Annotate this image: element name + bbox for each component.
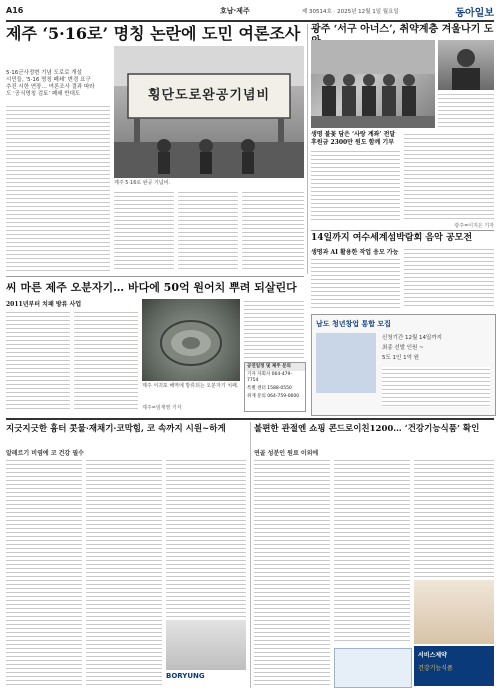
info-box-title: 공연일정 및 제주 문의 <box>245 363 305 371</box>
story1-lead-line: 추진 시한 연장… 여론조사 결과 따라 <box>6 84 95 90</box>
ad2-brand: 서비스제약 <box>418 652 447 659</box>
info-row-value: 064-479-7754 <box>247 372 293 383</box>
story1-photo <box>114 46 304 178</box>
ad1-body-col3 <box>166 458 246 618</box>
story2-byline: 광주=이지은 기자 <box>454 223 494 229</box>
info-row <box>245 385 305 393</box>
ad1-headline: 지긋지긋한 흉터 콧물·재채기·코막힘, 코 속까지 시원~하게 <box>6 424 226 434</box>
story3-headline: 14일까지 여수세계섬박람회 음악 공모전 <box>311 233 473 243</box>
small-ad <box>311 314 496 416</box>
info-box <box>244 362 306 412</box>
story2-body-col2 <box>404 132 494 221</box>
story4-headline: 씨 마른 제주 오분자기… 바다에 50억 원어치 뿌려 되살린다 <box>6 281 297 294</box>
ad2-brand-banner <box>414 646 494 686</box>
small-ad-image <box>316 333 376 393</box>
story1-body-col2 <box>114 190 174 272</box>
ad2-headline: 불편한 관절엔 쇼핑 콘드로이친1200… ‘건강기능식품’ 확인 <box>254 424 480 434</box>
story1-lead <box>6 70 110 98</box>
ad2-body-col3 <box>414 458 494 578</box>
ad1-body-col2 <box>86 458 162 686</box>
story1-body-col1 <box>6 104 110 272</box>
story4-body-col2 <box>74 310 138 412</box>
issue-info: 제 30514호 · 2025년 12월 1일 월요일 <box>302 9 399 15</box>
story2-sub1: 생명 불꽃 담은 ‘사랑 계좌’ 전달 <box>311 131 396 138</box>
section-divider <box>6 276 304 277</box>
info-row-value: 1588-0550 <box>267 386 292 391</box>
ad1-body-col1 <box>6 458 82 686</box>
info-row-label: 기자 자회사 <box>247 372 271 377</box>
health-label: 건강기능식품 <box>418 665 453 672</box>
sign-text: 횡단도로완공기념비 <box>147 88 271 103</box>
story1-body-col3 <box>178 190 238 272</box>
ad2-sub: 연골 성분인 원료 이외에 <box>254 450 319 457</box>
story1-photo-caption: 제주 5·16로 완공 기념비. <box>114 180 171 186</box>
abalone-illustration <box>142 299 240 381</box>
story4-photo-caption: 제주 서귀포 해역에 방류되는 오분자기 치패. <box>142 383 239 389</box>
story2-headline: 광주 ‘서구 아너스’, 취약계층 겨울나기 도 <box>311 24 494 35</box>
ad1-brand: BORYUNG <box>166 672 205 680</box>
story1-lead-line: 시민들, ‘5·16 명칭 폐쇄’ 변경 요구 <box>6 77 91 83</box>
story3-sub: 생명과 AI 활용한 작업 응모 가능 <box>311 249 399 256</box>
story3-body-col2 <box>404 247 494 307</box>
person-photo-illustration <box>438 40 494 90</box>
story2-photo-person <box>438 40 494 90</box>
story4-body-col1 <box>6 310 70 412</box>
info-row-value: 064-759-0600 <box>267 394 300 399</box>
story1-body-col4 <box>242 190 304 272</box>
story1-lead-line: 5·16군사정변 기념 도로로 개설 <box>6 70 82 76</box>
ad-divider <box>6 418 494 420</box>
story3-body-col1 <box>311 257 400 311</box>
ad-column-divider <box>250 422 251 688</box>
info-row <box>245 393 305 401</box>
story4-photo <box>142 299 240 381</box>
info-row-label: 특별 센터 <box>247 386 266 391</box>
story4-sub: 2011년부터 치패 방류 사업 <box>6 301 82 308</box>
story1-lead-line: 도 ‘공식명칭 검토’ 폐쇄 반대도 <box>6 91 81 97</box>
masthead-logo: 동아일보 <box>455 8 494 19</box>
story2-body-col1 <box>311 149 400 221</box>
memorial-sign-illustration <box>114 46 304 178</box>
story4-body-col3 <box>244 299 304 359</box>
small-ad-line1: 신청기간 12월 14일까지 <box>382 335 442 341</box>
info-row <box>245 371 305 385</box>
small-ad-title: 남도 청년창업 통합 모집 <box>316 320 391 328</box>
small-ad-body <box>382 367 490 407</box>
ad2-product-image <box>414 580 494 644</box>
page-header <box>6 4 494 22</box>
page-number: A16 <box>6 6 24 15</box>
story4-byline: 제주=임재영 기자 <box>142 405 182 411</box>
section-label: 호남·제주 <box>220 7 250 15</box>
ad2-logo-box <box>334 648 412 688</box>
info-row-label: 취재 문의 <box>247 394 266 399</box>
column-divider <box>307 24 308 274</box>
small-ad-line2: 최종 선발 인원 ~ <box>382 345 424 351</box>
story2-photo-group <box>311 40 435 128</box>
story2-photo-caption-lines <box>438 92 494 128</box>
small-ad-line3: 5도 1인 1억 원 <box>382 355 419 361</box>
ad2-body-col2 <box>334 458 410 644</box>
ad2-body-col1 <box>254 458 330 686</box>
ad1-sub: 알레르기 비염에 코 건강 필수 <box>6 450 84 457</box>
story-divider <box>311 230 494 231</box>
group-photo-illustration <box>311 40 435 128</box>
story1-headline: 제주 ‘5·16로’ 명칭 논란에 도민 여론조사 <box>6 24 301 43</box>
story2-sub2: 후원금 2300만 원도 함께 기부 <box>311 139 395 146</box>
ad1-product-image <box>166 620 246 670</box>
